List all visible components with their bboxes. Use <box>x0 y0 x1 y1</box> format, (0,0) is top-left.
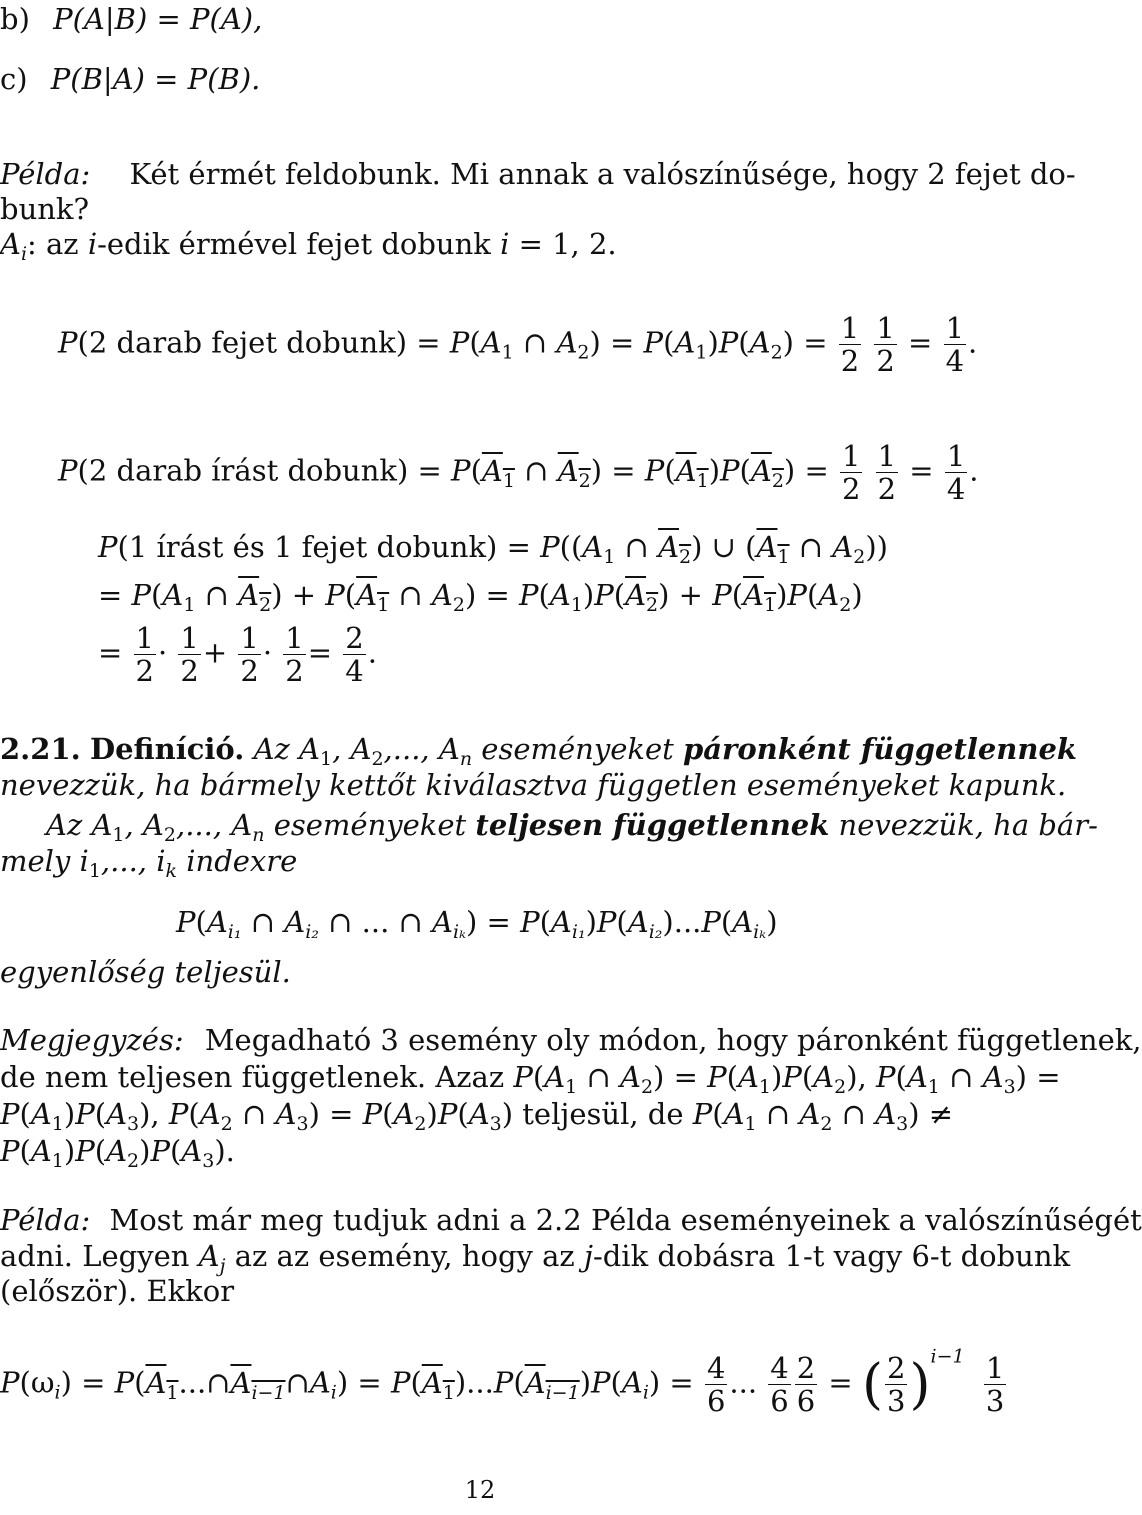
frac-half-1: $\frac{1}{2}$ <box>840 311 860 378</box>
frac-half-2: $\frac{1}{2}$ <box>876 311 895 378</box>
example2-label: Példa: <box>0 1203 91 1237</box>
formula-mixed-3: = $\frac{1}{2}$ · $\frac{1}{2}$ + $\frac{1}{2}$ · $\frac{1}{2}$ = $\frac{2}{4}$ . <box>98 621 377 688</box>
example2-text2b: az az esemény, hogy az <box>225 1239 584 1273</box>
example2-text2d: -dik dobásra 1-t vagy 6-t dobunk <box>592 1239 1071 1273</box>
event-vals: = 1, 2. <box>509 227 617 261</box>
event-i: i <box>87 227 98 261</box>
final-formula: $P(\omega_i)$ = $P(A_1...\cap A_{i-1}\cap A_i) = P(A_1)...P(A_{i-1})P(A_i)$ = $\frac{4}{6}$ ... $\frac{4}{6}$ $\frac{2}{6}$ = ( $\frac{2}{3}$ )$^{i-1}$ $\frac{1}{3}$ <box>0 1345 1005 1418</box>
example2-text1: Most már meg tudjuk adni a 2.2 Példa eseményeinek a valószínűségét <box>109 1203 1142 1237</box>
formula-mixed-2: = $P(A_1$ ∩ $A_2) + P(A_1$ ∩ $A_2) = P(A_1)P(A_2) + P(A_1)P(A_2)$ <box>98 578 863 616</box>
page-number: 12 <box>464 1476 496 1504</box>
example2-text2c: j <box>583 1239 593 1273</box>
item-c <box>0 62 260 96</box>
def-line1-b: eseményeket <box>472 732 683 766</box>
example1-text2: bunk? <box>0 192 90 226</box>
item-b <box>0 2 262 36</box>
item-c-label: c) <box>0 62 28 96</box>
formula-mixed-1: P(1 írást és 1 fejet dobunk) = $P((A_1$ ∩ $A_2$) ∪ ($A_1$ ∩ $A_2$)) <box>98 530 888 568</box>
example2-line1 <box>0 1203 1142 1237</box>
def-line3-b: eseményeket <box>264 808 476 842</box>
note-text2a: de nem teljesen függetlenek. Azaz <box>0 1060 514 1094</box>
event-def: : az <box>27 227 88 261</box>
note-line2: de nem teljesen függetlenek. Azaz $P(A_1$ ∩ $A_2) = P(A_1)P(A_2)$, $P(A_1$ ∩ $A_3$) = <box>0 1060 1061 1098</box>
event-i2: i <box>500 227 510 261</box>
def-line4-a: mely <box>0 844 80 878</box>
definition-line1: 2.21. Definíció. Az $A_1$, $A_2$,..., $A_n$ eseményeket páronként függetlennek <box>0 732 1078 770</box>
event-sub: i <box>20 243 28 265</box>
note-line4: $P(A_1)P(A_2)P(A_3)$. <box>0 1134 235 1172</box>
example1-event <box>0 227 617 265</box>
def-bold1: páronként függetlennek <box>682 732 1078 766</box>
event-var: A <box>0 227 21 261</box>
example2-text2a: adni. Legyen <box>0 1239 199 1273</box>
def-line3-a: Az <box>46 808 92 842</box>
formula-tails: P(2 darab írást dobunk) = $P(A_1$ ∩ $A_2) = P(A_1)P(A_2)$ = $\frac{1}{2}$ $\frac{1}{2}$ = $\frac{1}{4}$ . <box>58 439 979 506</box>
def-title: Definíció. <box>89 732 245 766</box>
definition-line3: Az $A_1$, $A_2$,..., $A_n$ eseményeket teljesen függetlennek nevezzük, ha bár- <box>46 808 1098 846</box>
item-c-equation: P(B|A) = P(B). <box>50 62 261 96</box>
item-b-equation: P(A|B) = P(A), <box>53 2 263 36</box>
example1-line1 <box>0 157 1076 191</box>
example1-label: Példa: <box>0 157 91 191</box>
example2-line2: adni. Legyen $A_j$ az az esemény, hogy az j-dik dobásra 1-t vagy 6-t dobunk <box>0 1239 1071 1277</box>
frac-quarter-2: $\frac{1}{4}$ <box>946 439 966 506</box>
heads-lhs: (2 darab fejet dobunk) <box>77 325 408 360</box>
note-line3: $P(A_1)P(A_3)$, $P(A_2$ ∩ $A_3) = P(A_2)P(A_3)$ teljesül, de $P(A_1$ ∩ $A_2$ ∩ $A_3$) ≠ <box>0 1097 954 1135</box>
formula-heads: P(2 darab fejet dobunk) = $P(A_1$ ∩ $A_2) = P(A_1)P(A_2)$ = $\frac{1}{2}$ $\frac{1}{2}$ = $\frac{1}{4}$ . <box>58 311 978 378</box>
tails-lhs: (2 darab írást dobunk) <box>77 453 409 488</box>
frac-half-4: $\frac{1}{2}$ <box>877 439 897 506</box>
mixed-lhs: (1 írást és 1 fejet dobunk) <box>117 530 498 564</box>
note-text1: Megadható 3 esemény oly módon, hogy páronként függetlenek, <box>204 1023 1142 1057</box>
def-number: 2.21. <box>0 732 81 766</box>
example2-text3: (először). Ekkor <box>0 1274 235 1308</box>
def-line4-b: indexre <box>177 844 298 878</box>
definition-line4: mely $i_1$,..., $i_k$ indexre <box>0 844 298 882</box>
note-line1 <box>0 1023 1142 1057</box>
event-rest: -edik érmével fejet dobunk <box>97 227 501 261</box>
def-line1-a: Az <box>253 732 300 766</box>
def-bold2: teljesen függetlennek <box>475 808 830 842</box>
note-label: Megjegyzés: <box>0 1023 184 1057</box>
note-text3: teljesül, de <box>522 1097 684 1131</box>
frac-quarter: $\frac{1}{4}$ <box>945 311 965 378</box>
item-b-label: b) <box>0 2 30 36</box>
definition-line5: egyenlőség teljesül. <box>0 955 291 989</box>
definition-line2: nevezzük, ha bármely kettőt kiválasztva független eseményeket kapunk. <box>0 768 1067 802</box>
example1-text1: Két érmét feldobunk. Mi annak a valószínűsége, hogy 2 fejet do- <box>129 157 1076 191</box>
definition-formula: $P(A_{i_1}$ ∩ $A_{i_2}$ ∩ ... ∩ $A_{i_k}) = P(A_{i_1})P(A_{i_2})...P(A_{i_k})$ <box>176 905 778 943</box>
frac-half-3: $\frac{1}{2}$ <box>841 439 861 506</box>
def-line3-c: nevezzük, ha bár- <box>829 808 1098 842</box>
